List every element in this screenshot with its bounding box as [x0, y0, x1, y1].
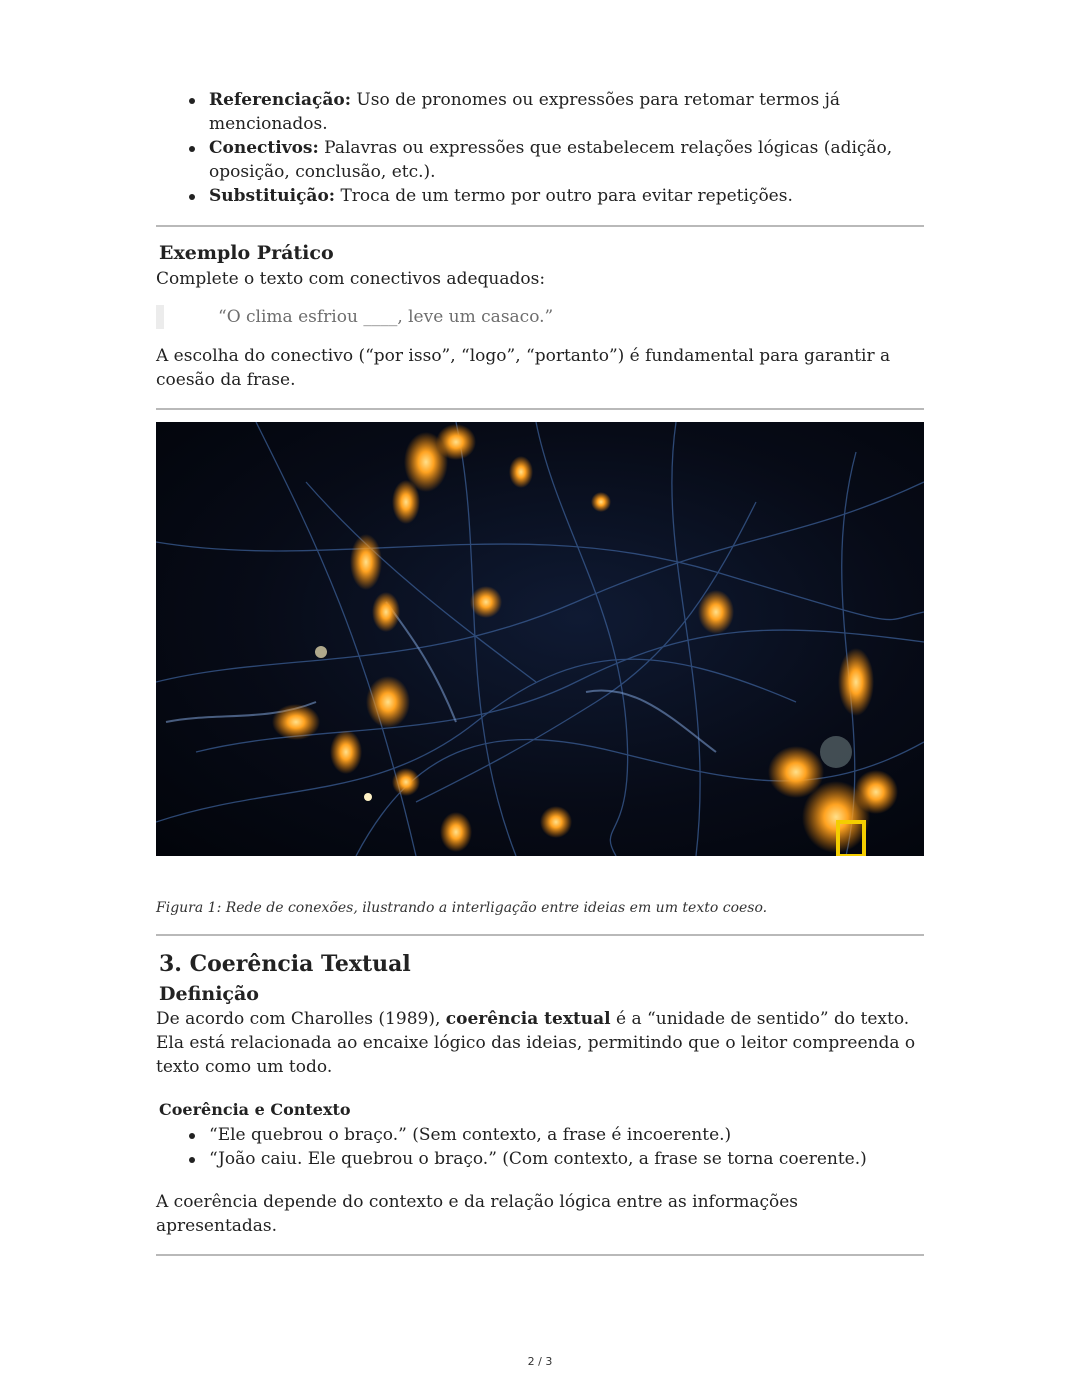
term-description: Palavras ou expressões que estabelecem relações lógicas (adição, oposição, conclusão, etc.).	[209, 138, 893, 182]
list-item	[209, 184, 924, 208]
divider	[156, 225, 924, 227]
context-examples-list	[156, 1123, 924, 1171]
divider	[156, 934, 924, 936]
page-indicator: 2 / 3	[527, 1355, 553, 1368]
term-label: Substituição:	[209, 186, 336, 206]
definition-term: coerência textual	[445, 1009, 611, 1029]
neural-network-image	[156, 422, 924, 856]
figure-caption: Figura 1: Rede de conexões, ilustrando a interligação entre ideias em um texto coeso.	[156, 900, 768, 916]
divider	[156, 1254, 924, 1256]
definition-text: De acordo com Charolles (1989),	[156, 1009, 446, 1029]
cohesion-mechanisms-list	[156, 88, 924, 208]
document-page	[156, 88, 924, 1256]
example-explanation: A escolha do conectivo (“por isso”, “logo”, “portanto”) é fundamental para garantir a coesão da frase.	[156, 346, 891, 390]
blockquote-text: “O clima esfriou ____, leve um casaco.”	[218, 307, 554, 327]
term-label: Conectivos:	[209, 138, 319, 158]
neural-network-figure	[156, 422, 924, 856]
list-item	[209, 88, 924, 136]
conclusion-paragraph: A coerência depende do contexto e da relação lógica entre as informações apresentadas.	[156, 1192, 799, 1236]
definition-text: é a “unidade de sentido” do texto. Ela está relacionada ao encaixe lógico das ideias, permitindo que o leitor compreenda o texto como um todo.	[156, 1009, 916, 1077]
example-heading: Exemplo Prático	[159, 242, 334, 264]
example-blockquote	[156, 303, 924, 331]
list-item: “Ele quebrou o braço.” (Sem contexto, a frase é incoerente.)	[209, 1123, 924, 1147]
term-label: Referenciação:	[209, 90, 352, 110]
definition-paragraph	[156, 1007, 924, 1079]
divider	[156, 408, 924, 410]
context-heading: Coerência e Contexto	[159, 1100, 351, 1119]
list-item	[209, 136, 924, 184]
section-title: 3. Coerência Textual	[159, 951, 411, 977]
list-item: “João caiu. Ele quebrou o braço.” (Com contexto, a frase se torna coerente.)	[209, 1147, 924, 1171]
term-description: Uso de pronomes ou expressões para retomar termos já mencionados.	[209, 90, 840, 134]
definition-heading: Definição	[159, 983, 259, 1005]
term-description: Troca de um termo por outro para evitar repetições.	[335, 186, 793, 206]
example-instruction: Complete o texto com conectivos adequados:	[156, 269, 546, 289]
blockquote-bar	[156, 305, 164, 329]
